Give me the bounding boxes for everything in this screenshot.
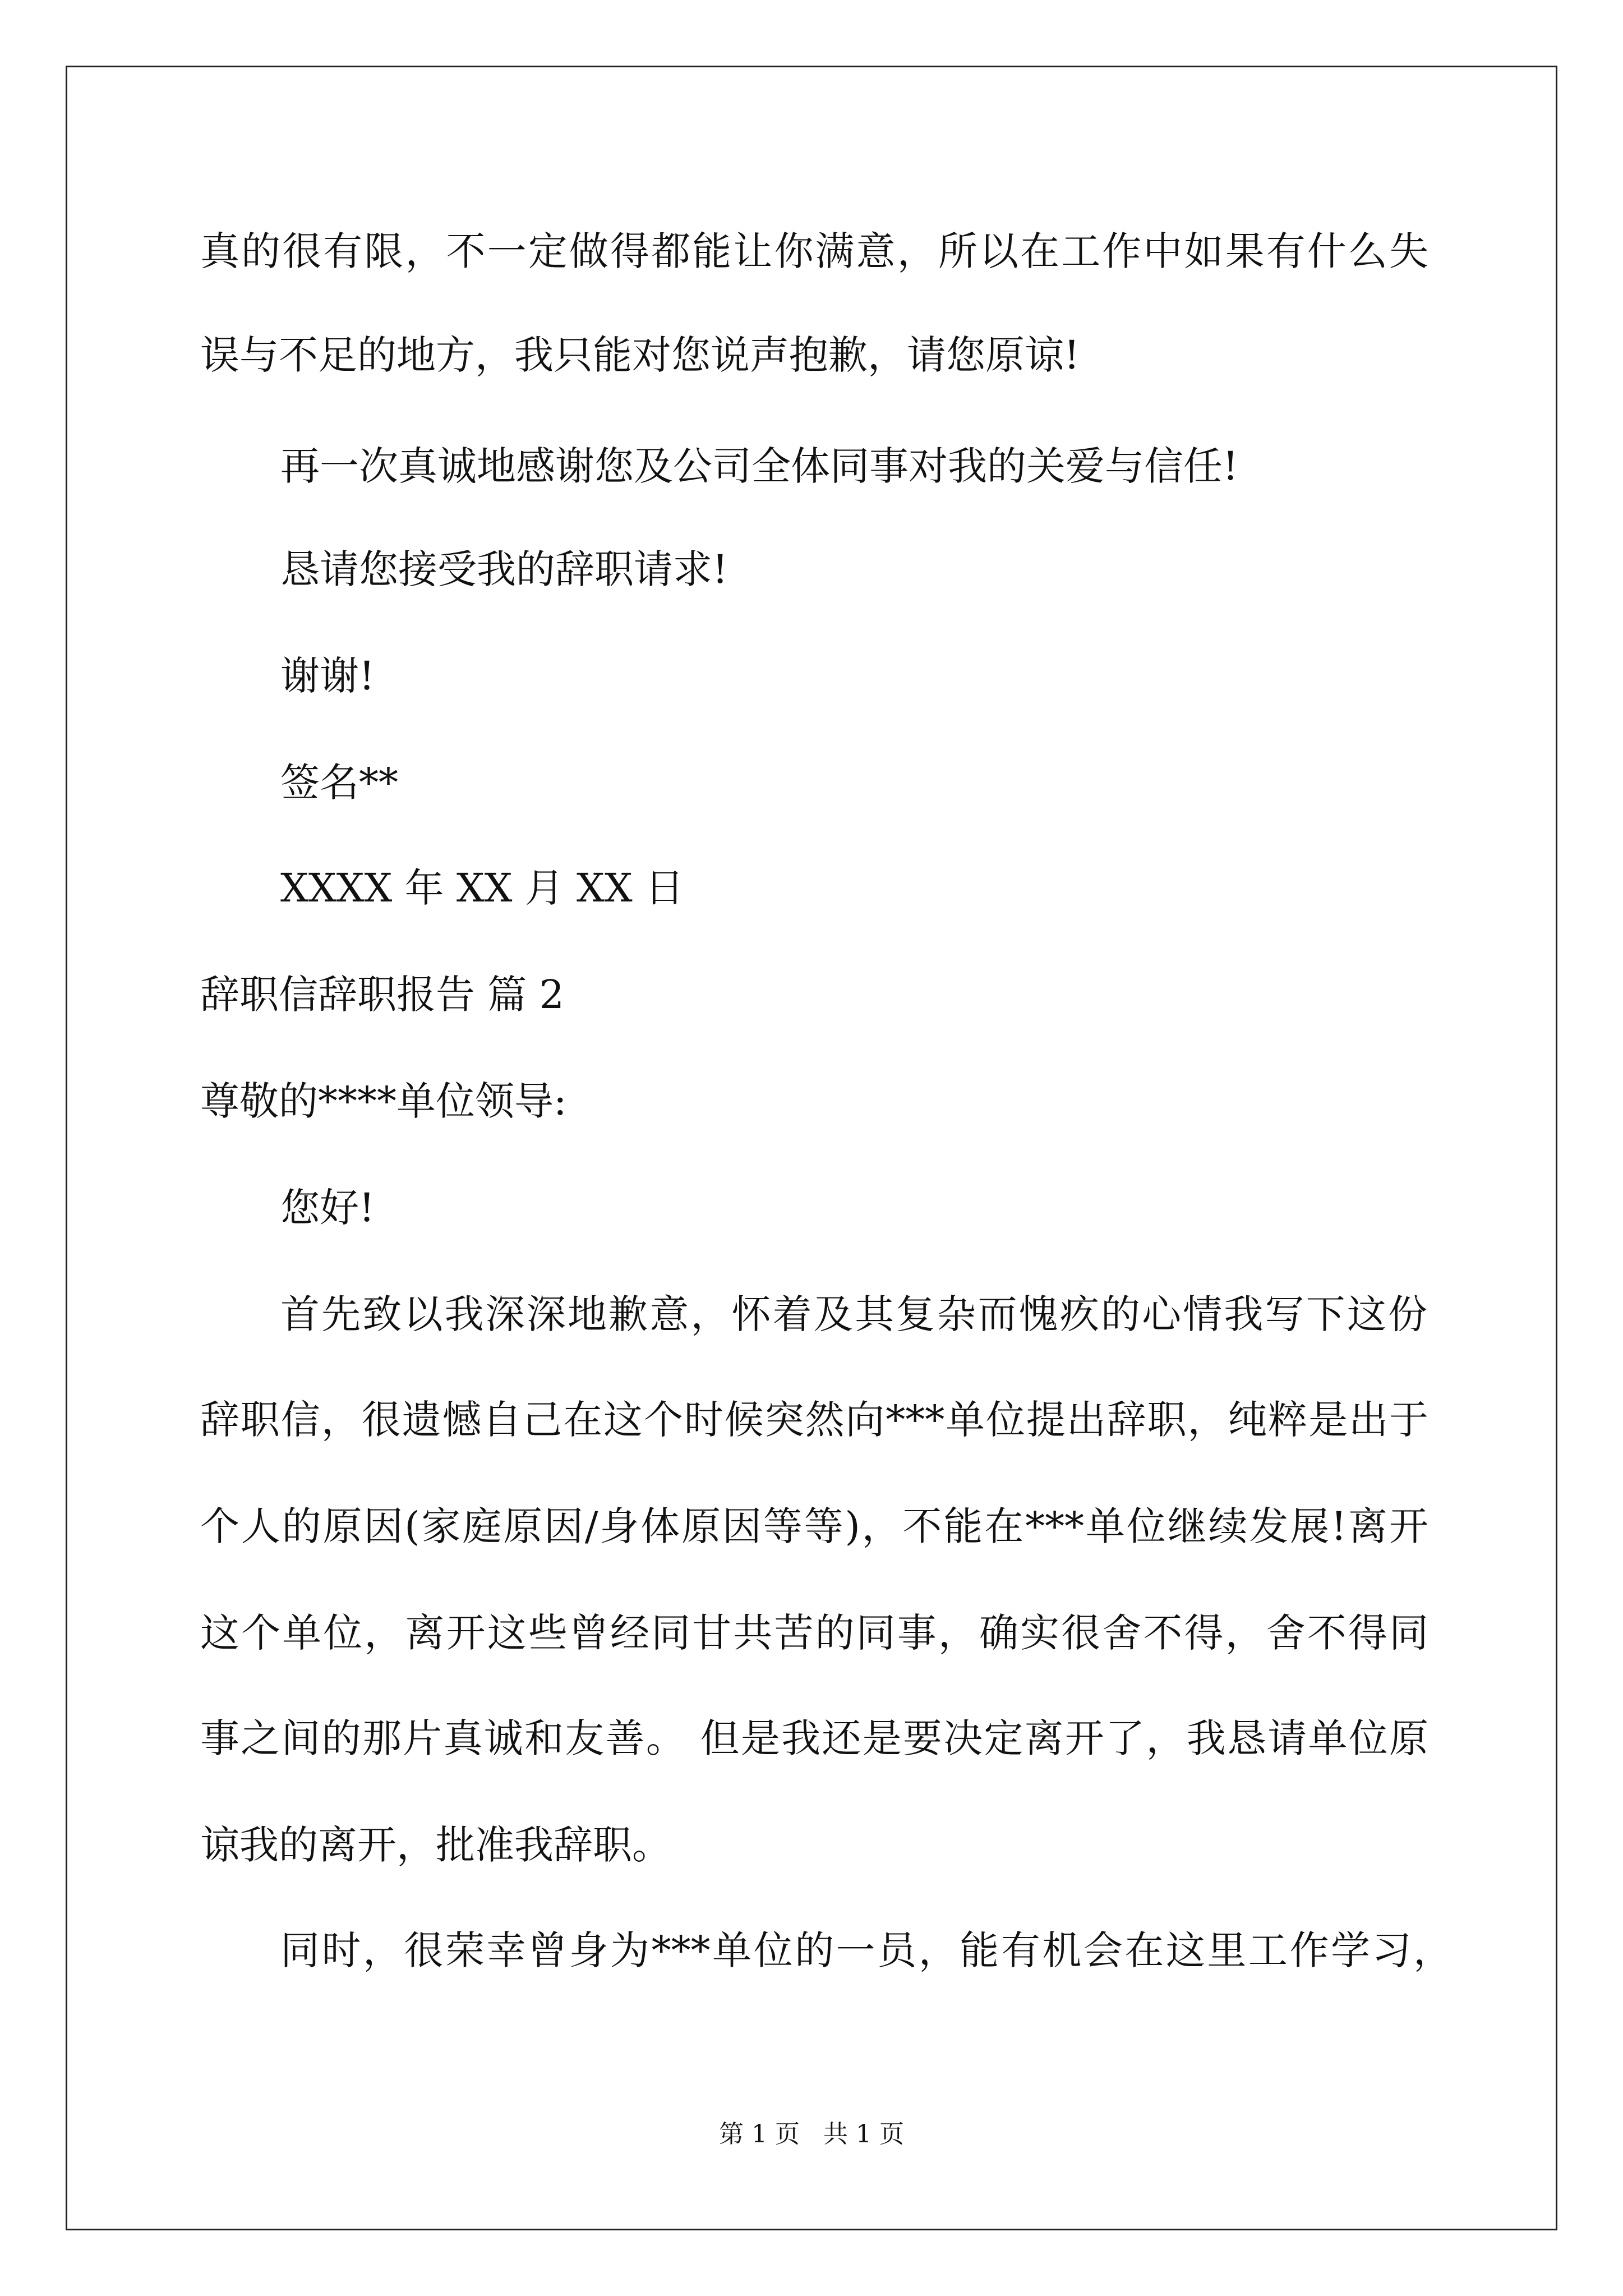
body-line: 误与不足的地方，我只能对您说声抱歉，请您原谅! bbox=[200, 332, 1080, 378]
body-line: 同时，很荣幸曾身为***单位的一员，能有机会在这里工作学习， bbox=[280, 1927, 1453, 1973]
body-line: 事之间的那片真诚和友善。 但是我还是要决定离开了，我恳请单位原 bbox=[200, 1715, 1428, 1761]
page-total: 共 1 页 bbox=[823, 2120, 904, 2148]
body-paragraph: 再一次真诚地感谢您及公司全体同事对我的关爱与信任! bbox=[280, 443, 1239, 489]
section-title: 辞职信辞职报告 篇 2 bbox=[200, 972, 565, 1018]
body-line: 谅我的离开，批准我辞职。 bbox=[200, 1822, 671, 1868]
body-line: 真的很有限，不一定做得都能让你满意，所以在工作中如果有什么失 bbox=[200, 228, 1428, 274]
body-line: 辞职信，很遗憾自己在这个时候突然向***单位提出辞职，纯粹是出于 bbox=[200, 1397, 1428, 1443]
date-line: XXXX 年 XX 月 XX 日 bbox=[280, 865, 684, 911]
closing-thanks: 谢谢! bbox=[280, 653, 375, 699]
body-line: 首先致以我深深地歉意，怀着及其复杂而愧疚的心情我写下这份 bbox=[280, 1291, 1427, 1337]
page-footer bbox=[0, 2118, 1623, 2151]
body-line: 个人的原因(家庭原因/身体原因等等)，不能在***单位继续发展!离开 bbox=[200, 1503, 1428, 1549]
page-number: 第 1 页 bbox=[719, 2120, 800, 2148]
page-border bbox=[66, 66, 1557, 2230]
body-paragraph: 恳请您接受我的辞职请求! bbox=[280, 546, 728, 592]
signature: 签名** bbox=[280, 760, 398, 806]
greeting: 您好! bbox=[280, 1185, 375, 1231]
salutation: 尊敬的****单位领导: bbox=[200, 1078, 567, 1124]
body-line: 这个单位，离开这些曾经同甘共苦的同事，确实很舍不得，舍不得同 bbox=[200, 1610, 1428, 1656]
